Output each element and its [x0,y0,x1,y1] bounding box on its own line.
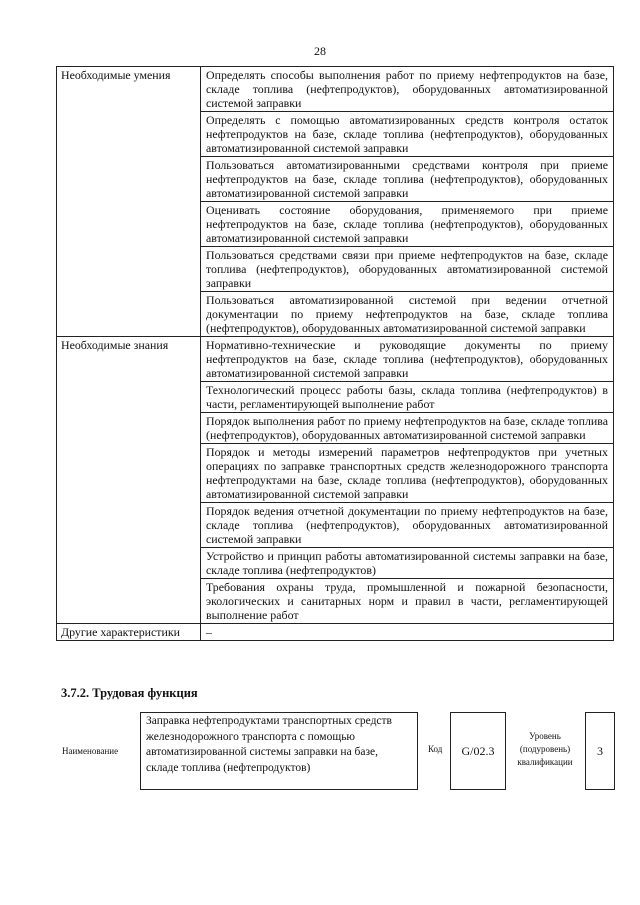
other-item: – [201,624,614,641]
knowledge-item: Нормативно-технические и руководящие документы по приему нефтепродуктов на базе, складе топлива (нефтепродуктов), оборудованных автоматизированной системой заправки [201,337,614,382]
skill-item: Определять способы выполнения работ по приему нефтепродуктов на базе, складе топлива (нефтепродуктов), оборудованных автоматизированной системой заправки [201,67,614,112]
category-other: Другие характеристики [57,624,201,641]
skill-item: Оценивать состояние оборудования, применяемого при приеме нефтепродуктов на базе, складе топлива (нефтепродуктов), оборудованных автоматизированной системой заправки [201,202,614,247]
function-name-box: Заправка нефтепродуктами транспортных средств железнодорожного транспорта с помощью автоматизированной системы заправки на базе, складе топлива (нефтепродуктов) [140,712,418,790]
knowledge-item: Требования охраны труда, промышленной и пожарной безопасности, экологических и санитарных норм и правил в части, регламентирующей выполнение работ [201,579,614,624]
level-label: Уровень (подуровень) квалификации [517,731,573,767]
table-row [57,337,614,382]
knowledge-item: Порядок и методы измерений параметров нефтепродуктов при учетных операциях по заправке транспортных средств железнодорожного транспорта нефтепродуктами на базе, складе топлива (нефтепродуктов), оборудованных автоматизированной системой заправки [201,444,614,503]
category-knowledge: Необходимые знания [57,337,201,624]
skill-item: Пользоваться средствами связи при приеме нефтепродуктов на базе, складе топлива (нефтепродуктов), оборудованных автоматизированной системой заправки [201,247,614,292]
requirements-table [56,66,614,641]
code-label: Код [428,744,443,754]
name-label: Наименование [62,746,119,756]
page-number: 28 [314,44,326,58]
table-row [57,67,614,112]
skill-item: Пользоваться автоматизированными средствами контроля при приеме нефтепродуктов на базе, складе топлива (нефтепродуктов), оборудованных автоматизированной системой заправки [201,157,614,202]
knowledge-item: Технологический процесс работы базы, склада топлива (нефтепродуктов) в части, регламентирующей выполнение работ [201,382,614,413]
skill-item: Определять с помощью автоматизированных средств контроля остаток нефтепродуктов на базе, складе топлива (нефтепродуктов), оборудованных автоматизированной системой заправки [201,112,614,157]
level-value-box: 3 [585,712,615,790]
category-skills: Необходимые умения [57,67,201,337]
knowledge-item: Порядок ведения отчетной документации по приему нефтепродуктов на базе, складе топлива (нефтепродуктов), оборудованных автоматизированной системой заправки [201,503,614,548]
knowledge-item: Порядок выполнения работ по приему нефтепродуктов на базе, складе топлива (нефтепродуктов), оборудованных автоматизированной системой заправки [201,413,614,444]
code-value-box: G/02.3 [450,712,506,790]
table-row [57,624,614,641]
skill-item: Пользоваться автоматизированной системой при ведении отчетной документации по приему нефтепродуктов на базе, складе топлива (нефтепродуктов), оборудованных автоматизированной системой заправки [201,292,614,337]
knowledge-item: Устройство и принцип работы автоматизированной системы заправки на базе, складе топлива (нефтепродуктов) [201,548,614,579]
section-heading: 3.7.2. Трудовая функция [61,686,198,700]
